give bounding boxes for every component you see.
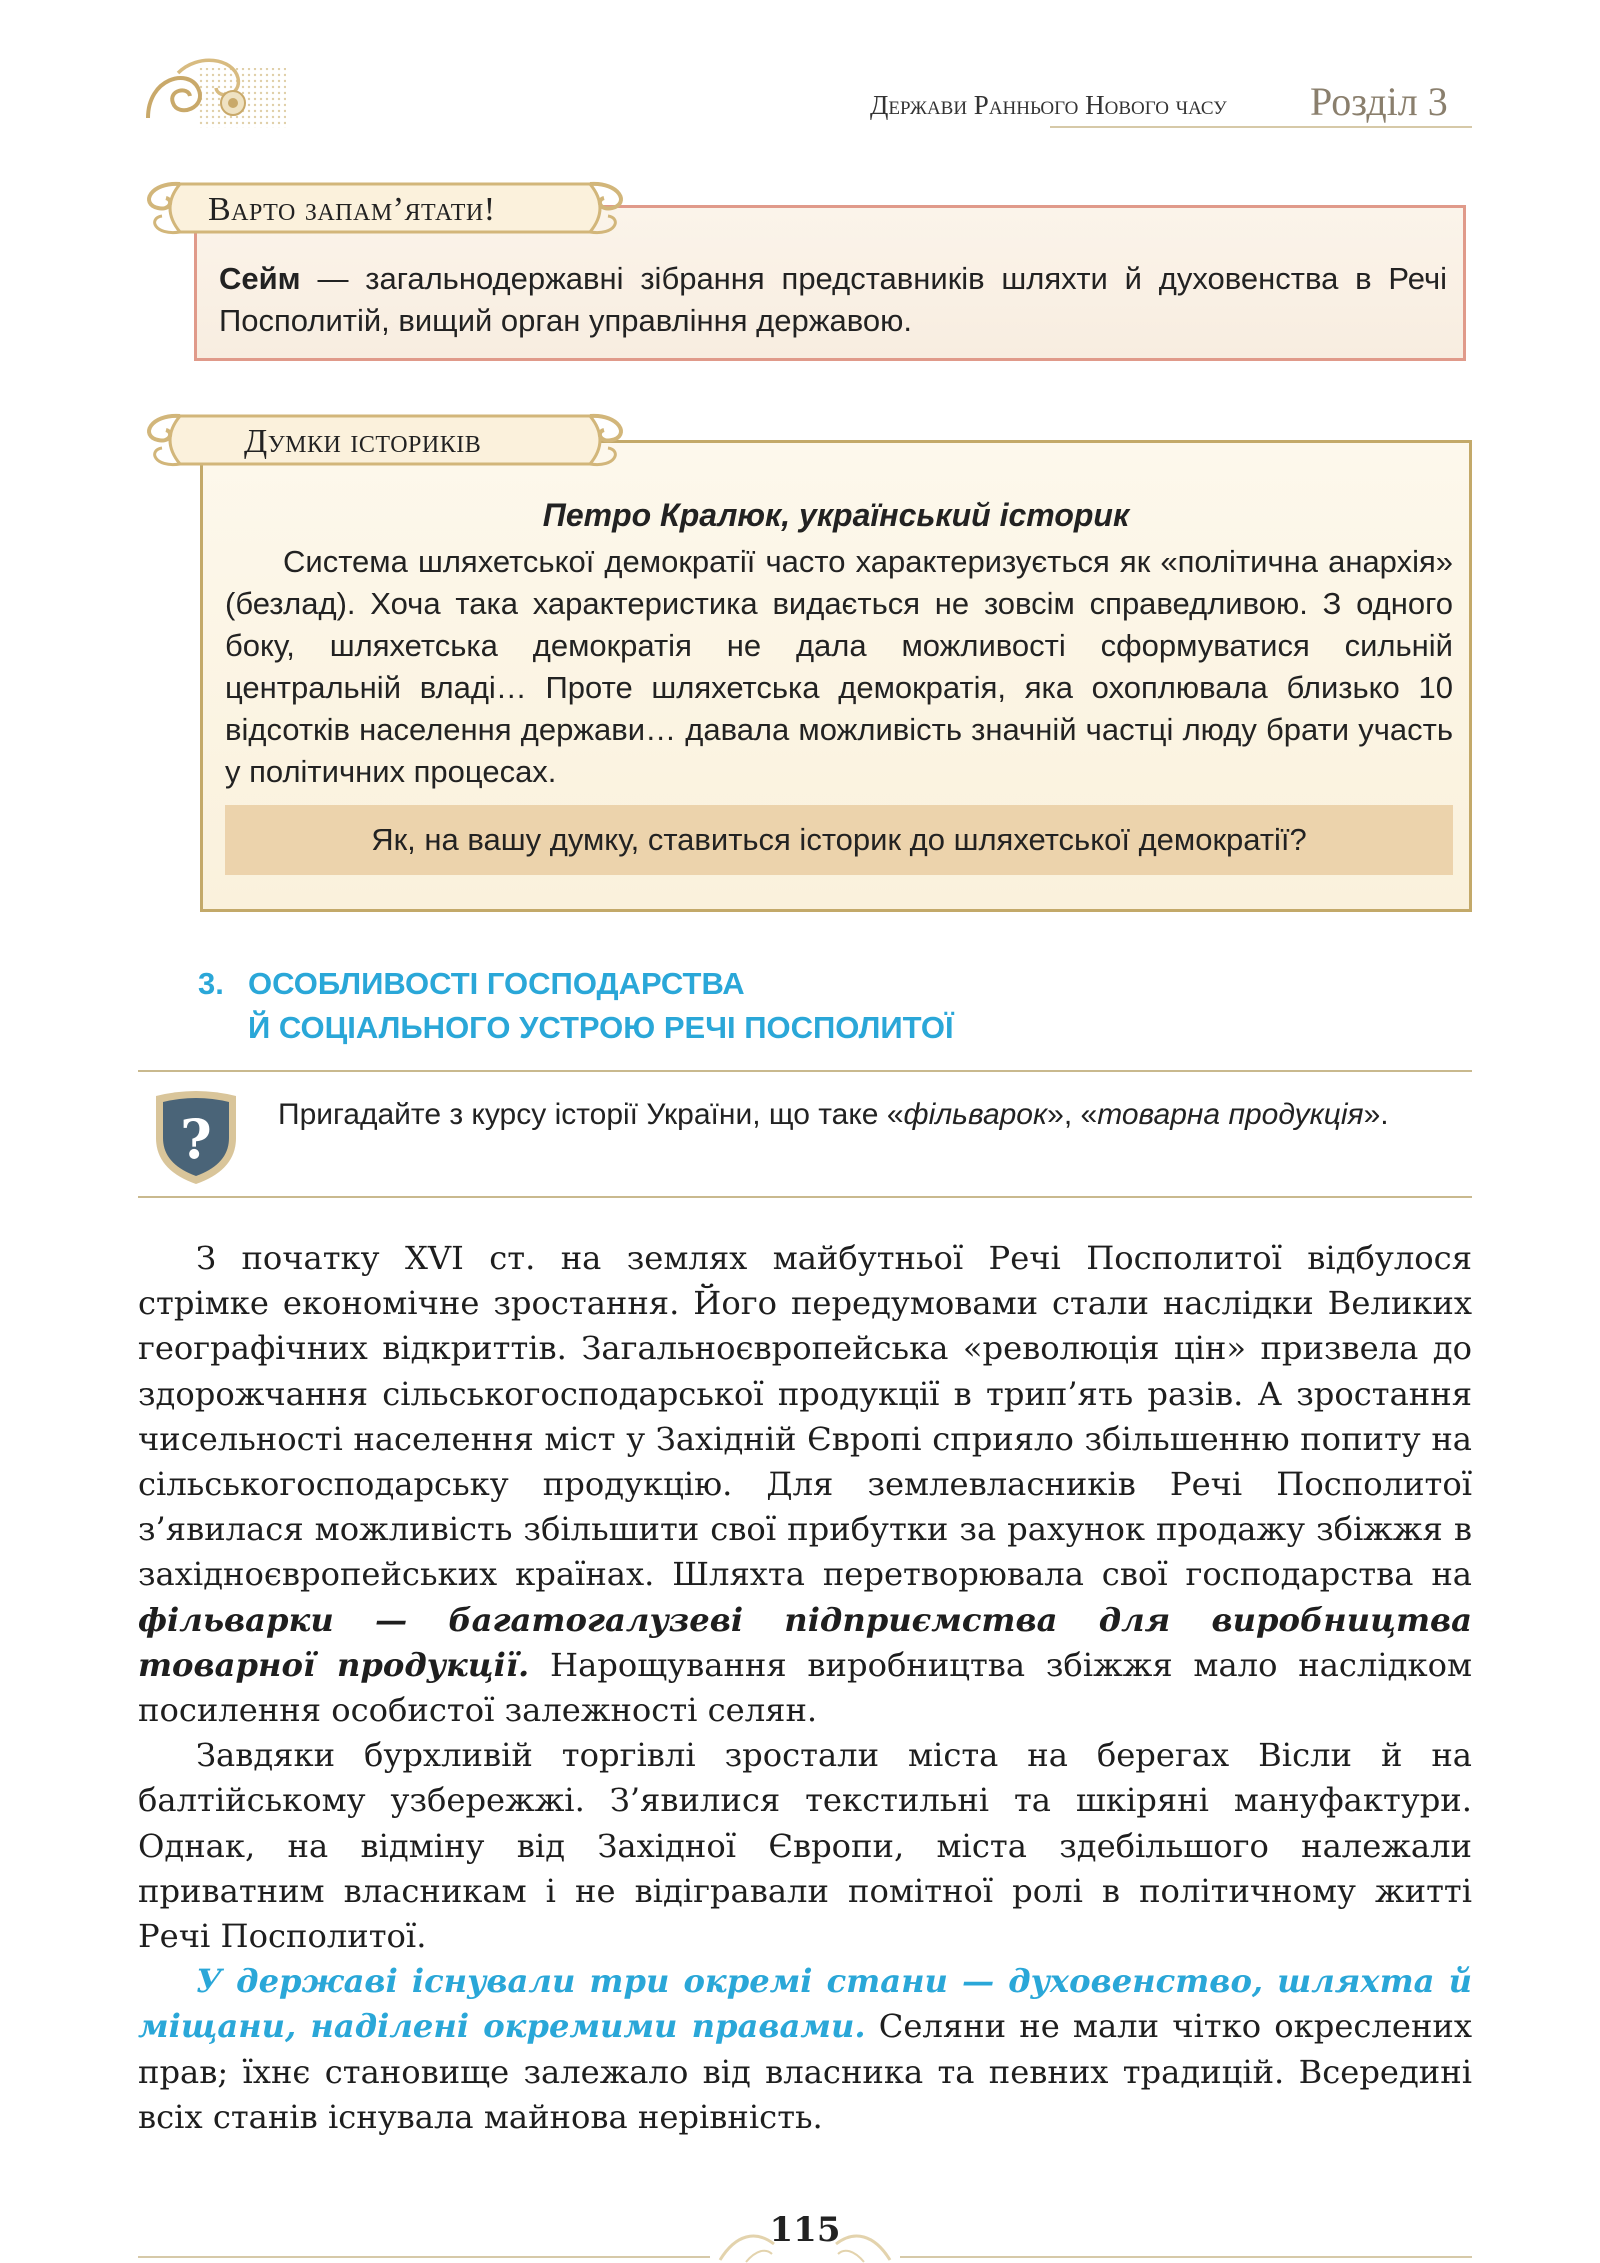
recall-term-2: товарна продукція [1097,1098,1364,1131]
key-term: фільварки — багатогалузеві підприємства для виробництва товарної продукції. [138,1600,1472,1684]
section-heading [198,962,954,1050]
historians-label: Думки істориків [244,423,482,460]
remember-definition [219,258,1447,342]
svg-text:?: ? [180,1107,212,1171]
footer-rule-right [900,2256,1472,2258]
recall-prompt: Пригадайте з курсу історії України, що таке «фільварок», «товарна продукція». [278,1098,1389,1131]
recall-term-1: фільварок [903,1098,1048,1131]
historian-question: Як, на вашу думку, ставиться історик до шляхетської демократії? [225,805,1453,875]
section-number: 3. [198,966,224,1001]
header-rule [1050,126,1472,128]
section-title-line1: ОСОБЛИВОСТІ ГОСПОДАРСТВА [248,966,745,1001]
paragraph-1: З початку XVI ст. на землях майбутньої Речі Посполитої відбулося стрімке економічне зростання. Його передумовами стали наслідки Великих географічних відкриттів. Загальноєвропейська «революція цін» призвела до здорожчання сільськогосподарської продукції в трип’ять разів. А зростання чисельності населення міст у Західній Європі сприяло збільшенню попиту на сільськогосподарську продукцію. Для землевласників Речі Посполитої з’явилася можливість збільшити свої прибутки за рахунок продажу збіжжя в західноєвропейських країнах. Шляхта перетворювала свої господарства на фільварки — багатогалузеві підприємства для виробництва товарної продукції. Нарощування виробництва збіжжя мало наслідком посилення особистої залежності селян. [138,1239,1472,1730]
historians-banner [140,410,630,470]
paragraph-3: У державі існували три окремі стани — духовенство, шляхта й міщани, наділені окремими правами. Селяни не мали чітко окреслених прав; їхнє становище залежало від власника та певних традицій. Всередині всіх станів існувала майнова нерівність. [138,1962,1473,2136]
section-title-line2: Й СОЦІАЛЬНОГО УСТРОЮ РЕЧІ ПОСПОЛИТОЇ [248,1010,954,1045]
historians-box [200,440,1472,912]
historian-author: Петро Кралюк, український історик [542,497,1130,533]
footer-rule-left [138,2256,710,2258]
definition-text: — загальнодержавні зібрання представників шляхти й духовенства в Речі Посполитій, вищий орган управління державою. [219,261,1447,338]
corner-ornament-icon [138,48,288,138]
historian-quote: Система шляхетської демократії часто характеризується як «політична анархія» (безлад). Хоча така характеристика видається не зовсім справедливою. З одного боку, шляхетська демократія не дала можливості сформуватися сильній центральній владі… Проте шляхетська демократія, яка охоплювала близько 10 відсотків населення держави… давала можливість значній частці люду брати участь у політичних процесах. [225,544,1453,789]
paragraph-2: Завдяки бурхливій торгівлі зростали міста на берегах Вісли й на балтійському узбережжі. З’явилися текстильні та шкіряні мануфактури. Однак, на відміну від Західної Європи, міста здебільшого належали приватним власникам і не відігравали помітної ролі в політичному житті Речі Посполитої. [138,1736,1472,1956]
divider-top [138,1070,1472,1072]
page-number: 115 [769,2210,841,2250]
question-shield-icon [152,1088,240,1188]
divider-bottom [138,1196,1472,1198]
definition-term: Сейм [219,261,301,296]
running-head: Держави Раннього Нового часу [870,90,1227,120]
remember-label: Варто запам’ятати! [208,191,496,228]
remember-banner [140,178,630,238]
chapter-label: Розділ 3 [1310,79,1448,124]
highlighted-statement: У державі існували три окремі стани — духовенство, шляхта й міщани, наділені окремими правами. [138,1962,1472,2046]
body-text [138,1236,1472,2140]
